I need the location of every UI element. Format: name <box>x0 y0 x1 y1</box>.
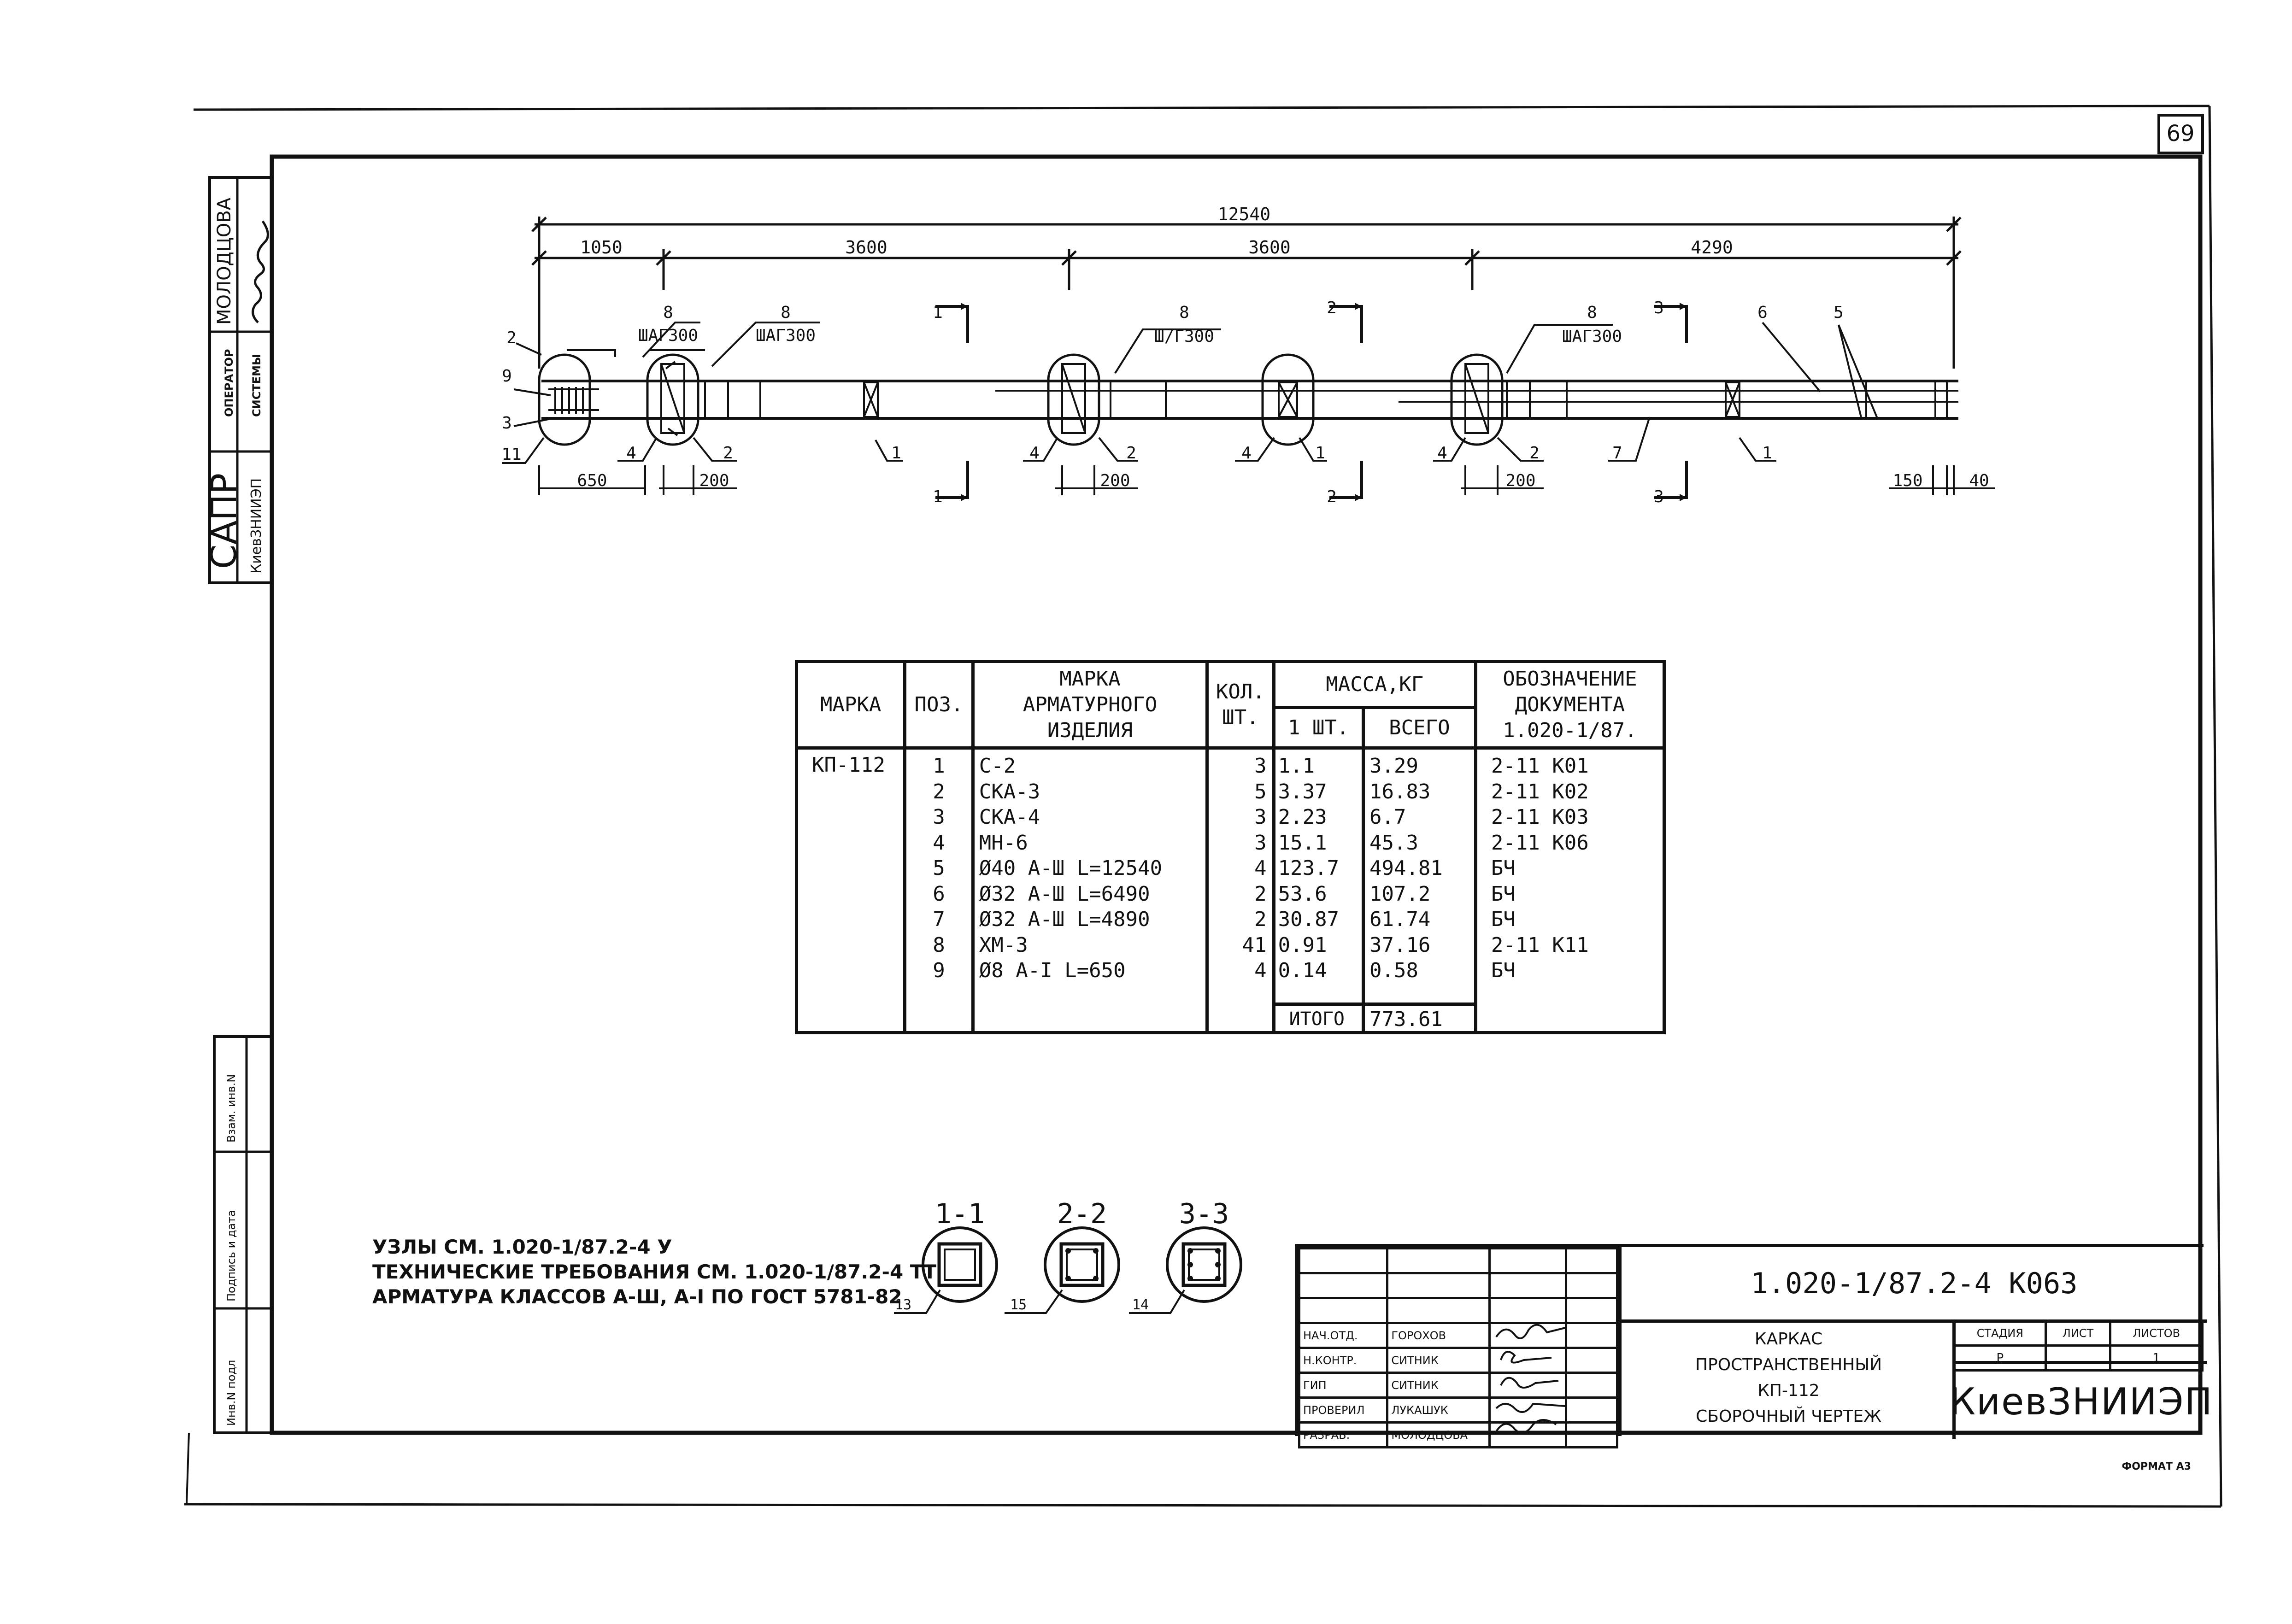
column-pos <box>906 753 971 984</box>
section-1-1-title: 1-1 <box>934 1198 985 1230</box>
spec-cell-pos: 3 <box>933 805 945 829</box>
spec-cell-doc: 2-11 К03 <box>1491 805 1589 829</box>
strip-sapr: САПР <box>203 473 244 569</box>
callout-2-b: 2 <box>1126 444 1136 463</box>
spec-cell-pos: 9 <box>933 959 945 982</box>
role-gip: ГИП <box>1299 1373 1387 1398</box>
callout-9: 9 <box>502 367 512 386</box>
callout-4-b: 4 <box>1029 444 1040 463</box>
callout-2-left: 2 <box>506 328 517 347</box>
callout-4-d: 4 <box>1437 444 1447 463</box>
title-line-1: КАРКАС <box>1754 1329 1823 1348</box>
format-label: ФОРМАТ А3 <box>2122 1461 2191 1472</box>
title-line-4: СБОРОЧНЫЙ ЧЕРТЕЖ <box>1696 1407 1881 1426</box>
callout-4-a: 4 <box>626 444 636 463</box>
strip-vzam: Взам. инв.N <box>225 1074 238 1143</box>
section-callout-13: 13 <box>894 1297 912 1313</box>
callout-8-c: 8 <box>1179 303 1189 322</box>
column-doc <box>1491 753 1663 984</box>
org-name: КиевЗНИИЭП <box>1952 1361 2207 1439</box>
spec-cell-item: СКА-3 <box>979 780 1040 803</box>
spec-cell-mt: 45.3 <box>1369 831 1418 855</box>
spec-cell-pos: 8 <box>933 933 945 957</box>
spec-cell-qty: 4 <box>1254 959 1267 982</box>
spec-cell-m1: 1.1 <box>1278 754 1315 778</box>
header-stage: СТАДИЯ <box>1954 1321 2046 1346</box>
title-line-3: КП-112 <box>1757 1381 1820 1400</box>
spec-cell-doc: БЧ <box>1491 908 1516 931</box>
spec-cell-m1: 30.87 <box>1278 908 1340 931</box>
spec-cell-mt: 494.81 <box>1369 856 1443 880</box>
callout-8-a: 8 <box>663 303 673 322</box>
column-qty <box>1209 753 1266 984</box>
dim-1050: 1050 <box>580 237 623 258</box>
role-checked: ПРОВЕРИЛ <box>1299 1398 1387 1423</box>
spec-cell-m1: 53.6 <box>1278 882 1327 906</box>
section-3-top: 3 <box>1654 299 1664 317</box>
spec-cell-pos: 6 <box>933 882 945 906</box>
header-mass: МАССА,КГ <box>1274 662 1475 708</box>
notes <box>372 1235 936 1309</box>
spec-cell-item: Ø8 А-I L=650 <box>979 959 1126 982</box>
section-2-bottom: 2 <box>1327 487 1337 506</box>
name-head: ГОРОХОВ <box>1387 1323 1490 1348</box>
cage-elevation <box>502 306 1995 498</box>
section-1-top: 1 <box>933 303 943 322</box>
spec-cell-mt: 107.2 <box>1369 882 1431 906</box>
signatures <box>1298 1247 1621 1436</box>
dimension-lines <box>532 217 1961 369</box>
spec-cell-item: Ø40 А-Ш L=12540 <box>979 856 1163 880</box>
spec-cell-m1: 2.23 <box>1278 805 1327 829</box>
total-value: 773.61 <box>1363 1004 1475 1033</box>
callout-step-c: Ш/Г300 <box>1154 327 1215 346</box>
dim-total: 12540 <box>1217 204 1271 224</box>
header-qty: КОЛ. ШТ. <box>1207 662 1274 748</box>
section-callout-15: 15 <box>1010 1297 1027 1313</box>
role-developed: РАЗРАБ. <box>1299 1423 1387 1448</box>
spec-cell-item: Ø32 А-Ш L=4890 <box>979 908 1150 931</box>
spec-cell-m1: 123.7 <box>1278 856 1340 880</box>
dim-200-b: 200 <box>1100 471 1130 490</box>
spec-cell-doc: БЧ <box>1491 959 1516 982</box>
spec-cell-qty: 3 <box>1254 754 1267 778</box>
header-mass-total: ВСЕГО <box>1363 708 1475 748</box>
note-rebar: АРМАТУРА КЛАССОВ А-Ш, А-I ПО ГОСТ 5781-82 <box>372 1285 902 1308</box>
callout-5: 5 <box>1834 303 1844 322</box>
spec-cell-mt: 0.58 <box>1369 959 1418 982</box>
section-views <box>894 1228 1241 1313</box>
strip-system: СИСТЕМЫ <box>250 354 263 417</box>
section-2-top: 2 <box>1327 299 1337 317</box>
column-mass-total <box>1369 753 1474 984</box>
spec-cell-mt: 6.7 <box>1369 805 1406 829</box>
spec-cell-doc: БЧ <box>1491 882 1516 906</box>
section-callout-14: 14 <box>1132 1297 1149 1313</box>
name-gip: СИТНИК <box>1387 1373 1490 1398</box>
spec-cell-doc: 2-11 К02 <box>1491 780 1589 803</box>
callout-4-c: 4 <box>1241 444 1252 463</box>
title-block <box>1295 1244 2213 1442</box>
header-item: МАРКА АРМАТУРНОГО ИЗДЕЛИЯ <box>973 662 1207 748</box>
name-norm: СИТНИК <box>1387 1348 1490 1373</box>
spec-cell-doc: 2-11 К01 <box>1491 754 1589 778</box>
spec-cell-item: ХМ-3 <box>979 933 1028 957</box>
spec-cell-doc: 2-11 К11 <box>1491 933 1589 957</box>
dim-4290: 4290 <box>1691 237 1733 258</box>
callout-3: 3 <box>502 414 512 433</box>
dim-200-a: 200 <box>699 471 729 490</box>
name-developed: МОЛОДЦОВА <box>1387 1423 1490 1448</box>
dim-200-c: 200 <box>1505 471 1536 490</box>
callout-step-a: ШАГ300 <box>638 326 699 345</box>
spec-cell-item: Ø32 А-Ш L=6490 <box>979 882 1150 906</box>
spec-cell-pos: 5 <box>933 856 945 880</box>
header-sheets: ЛИСТОВ <box>2110 1321 2203 1346</box>
section-1-bottom: 1 <box>933 487 943 506</box>
column-item <box>979 753 1205 984</box>
spec-cell-qty: 3 <box>1254 831 1267 855</box>
role-head: НАЧ.ОТД. <box>1299 1323 1387 1348</box>
spec-cell-mt: 61.74 <box>1369 908 1431 931</box>
dim-150: 150 <box>1892 471 1923 490</box>
doc-code: 1.020-1/87.2-4 К063 <box>1618 1247 2207 1323</box>
header-pos: ПОЗ. <box>905 662 973 748</box>
spec-cell-m1: 0.91 <box>1278 933 1327 957</box>
spec-cell-m1: 15.1 <box>1278 831 1327 855</box>
header-doc: ОБОЗНАЧЕНИЕ ДОКУМЕНТА 1.020-1/87. <box>1475 662 1664 748</box>
header-sheet: ЛИСТ <box>2045 1321 2110 1346</box>
callout-1-a: 1 <box>891 444 901 463</box>
drawing-title <box>1618 1319 1956 1436</box>
spec-cell-item: СКА-4 <box>979 805 1040 829</box>
callout-11: 11 <box>501 445 522 464</box>
callout-1-d: 1 <box>1762 444 1772 463</box>
section-3-3-title: 3-3 <box>1179 1198 1229 1230</box>
callout-step-b: ШАГ300 <box>755 326 816 345</box>
callout-2-a: 2 <box>723 444 733 463</box>
section-3-bottom: 3 <box>1654 487 1664 506</box>
sheets-value: 1 <box>2110 1346 2203 1371</box>
strip-operator: ОПЕРАТОР <box>223 349 235 417</box>
strip-inv: Инв.N подл <box>225 1360 238 1426</box>
spec-cell-qty: 3 <box>1254 805 1267 829</box>
callout-8-b: 8 <box>781 303 791 322</box>
strip-org: КиевЗНИИЭП <box>248 478 264 574</box>
spec-cell-doc: 2-11 К06 <box>1491 831 1589 855</box>
header-mark: МАРКА <box>797 662 905 748</box>
callout-1-c: 1 <box>1315 444 1325 463</box>
spec-cell-pos: 2 <box>933 780 945 803</box>
cell-mark: КП-112 <box>797 748 905 1033</box>
spec-cell-pos: 4 <box>933 831 945 855</box>
dim-40: 40 <box>1969 471 1989 490</box>
spec-cell-item: С-2 <box>979 754 1016 778</box>
spec-cell-mt: 37.16 <box>1369 933 1431 957</box>
note-nodes: УЗЛЫ СМ. 1.020-1/87.2-4 У <box>372 1236 672 1258</box>
role-norm: Н.КОНТР. <box>1299 1348 1387 1373</box>
spec-cell-pos: 7 <box>933 908 945 931</box>
callout-step-d: ШАГ300 <box>1562 327 1622 346</box>
spec-cell-qty: 41 <box>1242 933 1267 957</box>
page-number: 69 <box>2166 121 2195 147</box>
header-mass-one: 1 ШТ. <box>1274 708 1363 748</box>
spec-cell-qty: 5 <box>1254 780 1267 803</box>
spec-cell-mt: 3.29 <box>1369 754 1418 778</box>
title-line-2: ПРОСТРАНСТВЕННЫЙ <box>1695 1355 1882 1374</box>
callout-2-d: 2 <box>1529 444 1540 463</box>
callout-8-d: 8 <box>1587 303 1597 322</box>
spec-cell-qty: 2 <box>1254 882 1267 906</box>
spec-cell-m1: 3.37 <box>1278 780 1327 803</box>
dim-3600-a: 3600 <box>845 237 887 258</box>
note-tech: ТЕХНИЧЕСКИЕ ТРЕБОВАНИЯ СМ. 1.020-1/87.2-4 ТТ <box>372 1261 937 1283</box>
spec-cell-mt: 16.83 <box>1369 780 1431 803</box>
callout-6: 6 <box>1757 303 1768 322</box>
specification-table <box>795 660 1666 1034</box>
spec-cell-qty: 2 <box>1254 908 1267 931</box>
callout-7: 7 <box>1612 444 1622 463</box>
strip-signature <box>253 221 268 322</box>
total-label: ИТОГО <box>1274 1004 1363 1033</box>
column-mass-one <box>1278 753 1362 984</box>
name-checked: ЛУКАШУК <box>1387 1398 1490 1423</box>
strip-sign: Подпись и дата <box>225 1210 238 1302</box>
spec-cell-doc: БЧ <box>1491 856 1516 880</box>
section-2-2-title: 2-2 <box>1057 1198 1107 1230</box>
spec-cell-pos: 1 <box>933 754 945 778</box>
spec-cell-item: МН-6 <box>979 831 1028 855</box>
dim-3600-b: 3600 <box>1248 237 1291 258</box>
stage-value: Р <box>1954 1346 2046 1371</box>
spec-cell-qty: 4 <box>1254 856 1267 880</box>
spec-cell-m1: 0.14 <box>1278 959 1327 982</box>
strip-name: МОЛОДЦОВА <box>214 197 235 325</box>
dim-650: 650 <box>577 471 607 490</box>
